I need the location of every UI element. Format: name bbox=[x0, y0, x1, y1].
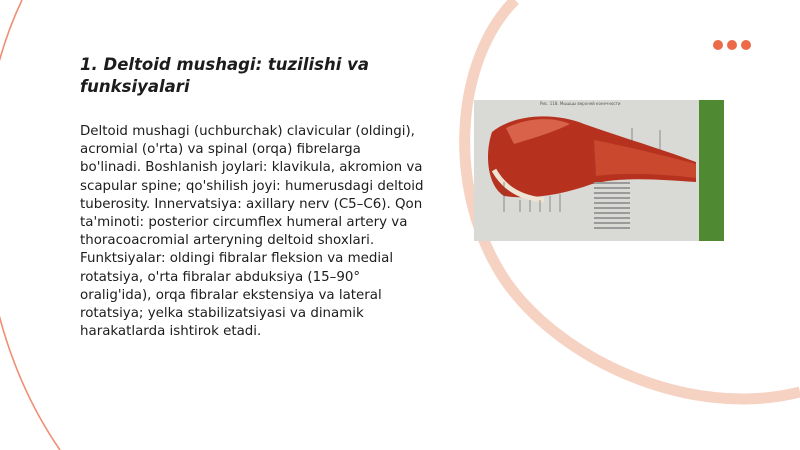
legend-lines bbox=[594, 182, 630, 232]
slide-body-text: Deltoid mushagi (uchburchak) clavicular (oldingi), acromial (o'rta) va spinal (orqa) fibrelarga bo'linadi. Boshlanish joylari: klavikula, akromion va scapular spine; qo'shilish joyi: humerusdagi deltoid tuberosity. Innervatsiya: axillary nerv (C5–C6). Qon ta'minoti: posterior circumflex humeral artery va thoracoacromial arteryning deltoid shoxlari. Funktsiyalar: oldingi fibralar fleksion va medial rotatsiya, o'rta fibralar abduksiya (15–90° oralig'ida), orqa fibralar ekstensiya va lateral rotatsiya; yelka stabilizatsiyasi va dinamik harakatlarda ishtirok etadi. bbox=[80, 124, 424, 340]
figure-caption: Рис. 118. Мышцы верхней конечности bbox=[540, 101, 621, 106]
slide-title: 1. Deltoid mushagi: tuzilishi va funksiyalari bbox=[80, 55, 369, 96]
dot bbox=[741, 40, 751, 50]
dot bbox=[727, 40, 737, 50]
more-dots-icon bbox=[713, 40, 751, 50]
left-arc bbox=[0, 0, 60, 450]
anatomy-illustration bbox=[474, 100, 724, 241]
green-border bbox=[699, 100, 724, 241]
dot bbox=[713, 40, 723, 50]
